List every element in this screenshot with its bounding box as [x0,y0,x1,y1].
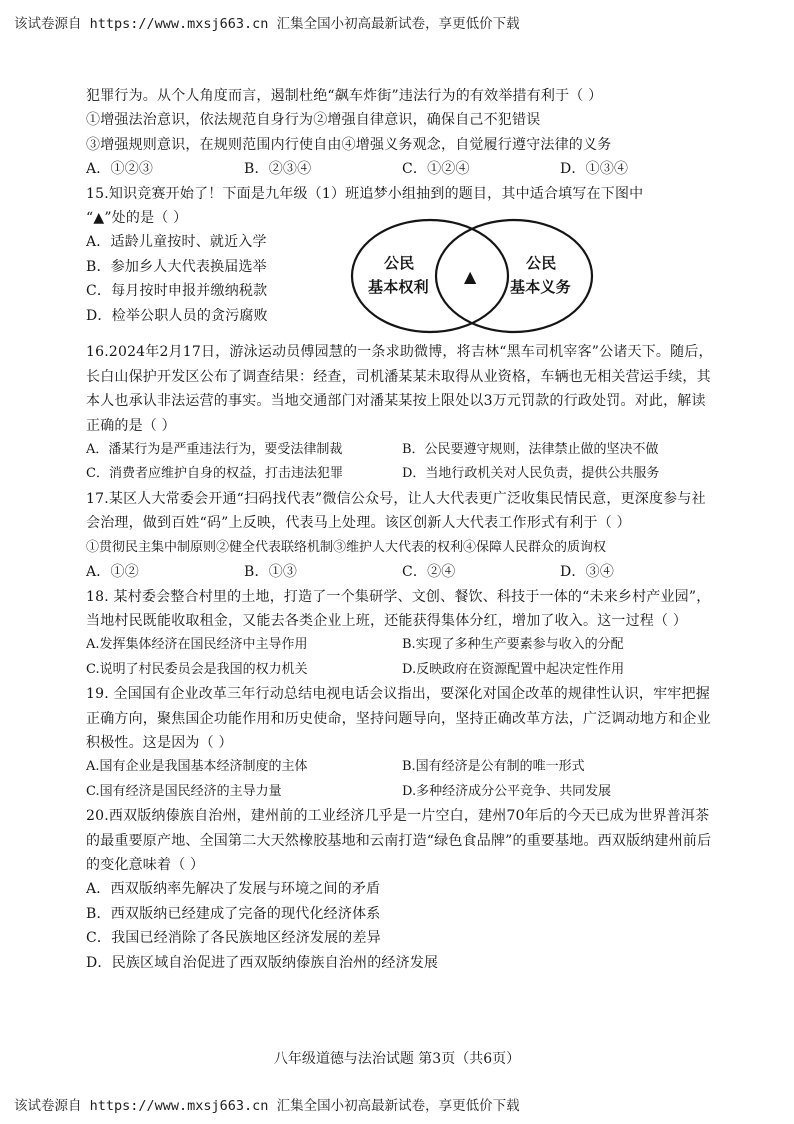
option-c[interactable]: C．消费者应维护自身的权益，打击违法犯罪 [86,466,343,482]
question-16 [86,340,718,486]
question-19 [86,682,718,804]
option-b[interactable]: B．参加乡人大代表换届选举 [86,258,267,275]
question-15 [86,182,718,329]
option-b[interactable]: B．②③④ [244,161,312,178]
duties-label-line1: 公民 [526,254,557,273]
option-c[interactable]: C．①②④ [402,161,470,178]
option-b[interactable]: B.国有经济是公有制的唯一形式 [402,759,585,775]
question-14 [86,84,718,182]
question-19-options-row-1 [86,755,718,779]
exam-content [86,84,718,975]
venn-diagram [348,216,598,336]
question-16-options-row-1 [86,438,718,462]
option-b[interactable]: B．①③ [244,564,298,581]
question-18-options-row-2 [86,658,718,682]
question-17-stem: 17.某区人大常委会开通“扫码找代表”微信公众号，让人大代表更广泛收集民情民意，更深度参与社会治理，做到百姓“码”上反映，代表马上处理。该区创新人大代表工作形式有利于（ ） [86,490,706,532]
option-a[interactable]: A．①②③ [86,161,154,178]
site-header: 该试卷源自 https://www.mxsj663.cn 汇集全国小初高最新试卷，享更低价下载 [14,16,520,32]
option-d[interactable]: D．当地行政机关对人民负责，提供公共服务 [402,466,660,482]
question-20-stem: 20.西双版纳傣族自治州，建州前的工业经济几乎是一片空白，建州70年后的今天已成为世界普洱茶的最重要原产地、全国第二大天然橡胶基地和云南打造“绿色食品牌”的重要基地。西双版纳建州前后的变化意味着（ ） [86,808,712,873]
option-b[interactable]: B.实现了多种生产要素参与收入的分配 [402,637,624,653]
question-19-options-row-2 [86,780,718,804]
question-17-options [86,560,718,584]
option-d[interactable]: D.反映政府在资源配置中起决定性作用 [402,661,625,677]
option-d[interactable]: D．检举公职人员的贪污腐败 [86,307,268,324]
duties-circle [436,220,592,332]
question-18 [86,585,718,683]
question-14-options [86,157,718,181]
question-15-line: 15.知识竞赛开始了！下面是九年级（1）班追梦小组抽到的题目，其中适合填写在下图中 [86,185,644,202]
option-c[interactable]: C．②④ [402,564,456,581]
option-c[interactable]: C．我国已经消除了各民族地区经济发展的差异 [86,930,381,947]
option-d[interactable]: D．①③④ [560,161,629,178]
rights-circle [352,220,508,332]
option-d[interactable]: D．民族区域自治促进了西双版纳傣族自治州的经济发展 [86,954,439,971]
triangle-marker-icon: ▲ [464,267,477,287]
site-footer: 该试卷源自 https://www.mxsj663.cn 汇集全国小初高最新试卷，享更低价下载 [14,1098,520,1114]
question-18-stem: 18. 某村委会整合村里的土地，打造了一个集研学、文创、餐饮、科技于一体的“未来乡村产业园”，当地村民既能收取租金，又能去各类企业上班，还能获得集体分红，增加了收入。这一过程（ ） [86,588,711,629]
option-a[interactable]: A．①② [86,564,139,581]
question-14-line: ①增强法治意识，依法规范自身行为②增强自律意识，确保自己不犯错误 [86,112,541,129]
question-20 [86,804,718,975]
question-16-options-row-2 [86,462,718,486]
option-b[interactable]: B．西双版纳已经建成了完备的现代化经济体系 [86,905,381,922]
page-number: 八年级道德与法治试题 第3页（共6页） [273,1051,521,1067]
option-d[interactable]: D.多种经济成分公平竞争、共同发展 [402,783,612,799]
question-19-stem: 19. 全国国有企业改革三年行动总结电视电话会议指出，要深化对国企改革的规律性认识，牢牢把握正确方向，聚焦国企功能作用和历史使命，坚持问题导向，坚持正确改革方法，广泛调动地方和企业积极性。这是因为（ ） [86,686,711,751]
option-b[interactable]: B．公民要遵守规则，法律禁止做的坚决不做 [402,442,659,458]
question-17-statements: ①贯彻民主集中制原则②健全代表联络机制③维护人大代表的权利④保障人民群众的质询权 [86,539,607,555]
question-14-line: 犯罪行为。从个人角度而言，遏制杜绝“飙车炸街”违法行为的有效举措有利于（ ） [86,88,603,104]
option-d[interactable]: D．③④ [560,564,615,581]
option-a[interactable]: A．适龄儿童按时、就近入学 [86,234,267,251]
question-16-stem: 16.2024年2月17日，游泳运动员傅园慧的一条求助微博，将吉林“黑车司机宰客”公诸天下。随后，长白山保护开发区公布了调查结果：经查，司机潘某某未取得从业资格，车辆也无相关营运手续，其本人也承认非法运营的事实。当地交通部门对潘某某按上限处以3万元罚款的行政处罚。对此，解读正确的是（ ） [86,344,713,434]
question-17 [86,487,718,585]
question-15-line: “▲”处的是（ ） [86,210,188,227]
option-c[interactable]: C.国有经济是国民经济的主导力量 [86,783,282,799]
option-c[interactable]: C.说明了村民委员会是我国的权力机关 [86,661,308,677]
rights-label-line1: 公民 [384,254,415,273]
option-a[interactable]: A．西双版纳率先解决了发展与环境之间的矛盾 [86,881,381,898]
rights-label-line2: 基本权利 [368,278,429,297]
question-15-options [86,230,306,328]
option-a[interactable]: A.国有企业是我国基本经济制度的主体 [86,759,308,775]
option-c[interactable]: C．每月按时申报并缴纳税款 [86,283,268,300]
duties-label-line2: 基本义务 [510,278,571,297]
question-18-options-row-1 [86,633,718,657]
option-a[interactable]: A．潘某行为是严重违法行为，要受法律制裁 [86,442,343,458]
option-a[interactable]: A.发挥集体经济在国民经济中主导作用 [86,637,308,653]
question-14-line: ③增强规则意识，在规则范围内行使自由④增强义务观念，自觉履行遵守法律的义务 [86,136,612,153]
